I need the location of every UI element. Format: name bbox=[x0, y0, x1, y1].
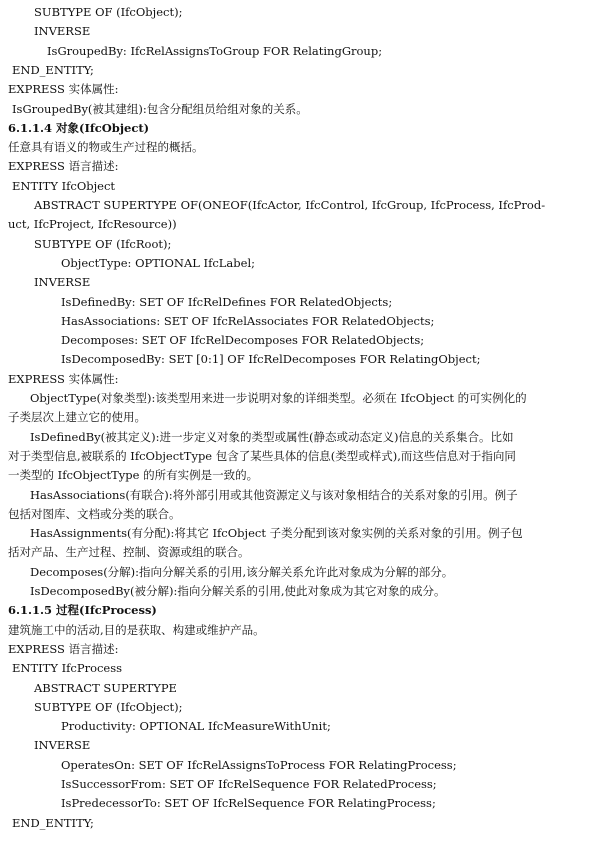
text-line: ObjectType(对象类型):该类型用来进一步说明对象的详细类型。必须在 IfcObject 的可实例化的 bbox=[30, 391, 527, 405]
text-line: ABSTRACT SUPERTYPE OF(ONEOF(IfcActor, IfcControl, IfcGroup, IfcProcess, IfcProd- bbox=[34, 198, 546, 212]
text-line: HasAssignments(有分配):将其它 IfcObject 子类分配到该对象实例的关系对象的引用。例子包 bbox=[30, 526, 523, 541]
text-line: HasAssociations: SET OF IfcRelAssociates FOR RelatedObjects; bbox=[61, 313, 435, 328]
text-line: 包括对图库、文档或分类的联合。 bbox=[8, 506, 181, 521]
text-line: uct, IfcProject, IfcResource)) bbox=[8, 217, 177, 232]
text-line: SUBTYPE OF (IfcRoot); bbox=[34, 236, 172, 251]
text-line: IsDefinedBy: SET OF IfcRelDefines FOR RelatedObjects; bbox=[61, 294, 393, 309]
text-line: SUBTYPE OF (IfcObject); bbox=[34, 5, 183, 19]
text-line: IsGroupedBy(被其建组):包含分配组员给组对象的关系。 bbox=[12, 101, 308, 116]
text-line: END_ENTITY; bbox=[12, 62, 94, 77]
text-line: IsDecomposedBy: SET [0:1] OF IfcRelDecomposes FOR RelatingObject; bbox=[61, 352, 481, 367]
text-line: ENTITY IfcObject bbox=[12, 178, 116, 193]
text-line: HasAssociations(有联合):将外部引用或其他资源定义与该对象相结合的关系对象的引用。例子 bbox=[30, 487, 518, 502]
text-line: ABSTRACT SUPERTYPE bbox=[34, 680, 177, 695]
text-line: 括对产品、生产过程、控制、资源或组的联合。 bbox=[8, 545, 250, 560]
text-line: INVERSE bbox=[34, 738, 91, 753]
text-line: ObjectType: OPTIONAL IfcLabel; bbox=[61, 255, 256, 270]
text-line: Decomposes: SET OF IfcRelDecomposes FOR RelatedObjects; bbox=[61, 333, 425, 348]
text-line: EXPRESS 语言描述: bbox=[8, 159, 119, 174]
text-line: INVERSE bbox=[34, 24, 91, 39]
text-line: SUBTYPE OF (IfcObject); bbox=[34, 699, 183, 714]
section-heading: 6.1.1.5 过程(IfcProcess) bbox=[8, 603, 157, 618]
text-line: Productivity: OPTIONAL IfcMeasureWithUnit; bbox=[61, 719, 331, 734]
text-line: END_ENTITY; bbox=[12, 815, 94, 830]
text-line: INVERSE bbox=[34, 275, 91, 290]
section-heading: 6.1.1.4 对象(IfcObject) bbox=[8, 120, 150, 135]
text-line: 对于类型信息,被联系的 IfcObjectType 包含了某些具体的信息(类型或样式),而这些信息对于指向同 bbox=[8, 448, 516, 463]
text-line: EXPRESS 实体属性: bbox=[8, 82, 119, 97]
text-line: IsDefinedBy(被其定义):进一步定义对象的类型或属性(静态或动态定义)信息的关系集合。比如 bbox=[30, 429, 514, 444]
text-line: IsSuccessorFrom: SET OF IfcRelSequence FOR RelatedProcess; bbox=[61, 777, 437, 791]
text-line: EXPRESS 语言描述: bbox=[8, 641, 119, 656]
text-line: 子类层次上建立它的使用。 bbox=[8, 410, 146, 425]
text-line: OperatesOn: SET OF IfcRelAssignsToProcess FOR RelatingProcess; bbox=[61, 757, 457, 772]
text-line: IsDecomposedBy(被分解):指向分解关系的引用,使此对象成为其它对象的成分。 bbox=[30, 584, 446, 598]
text-line: IsGroupedBy: IfcRelAssignsToGroup FOR RelatingGroup; bbox=[47, 43, 383, 58]
text-line: 一类型的 IfcObjectType 的所有实例是一致的。 bbox=[8, 468, 259, 483]
text-line: Decomposes(分解):指向分解关系的引用,该分解关系允许此对象成为分解的部分。 bbox=[30, 564, 454, 579]
text-line: 任意具有语义的物或生产过程的概括。 bbox=[8, 140, 204, 155]
text-line: EXPRESS 实体属性: bbox=[8, 371, 119, 386]
text-line: IsPredecessorTo: SET OF IfcRelSequence FOR RelatingProcess; bbox=[61, 796, 436, 811]
text-line: ENTITY IfcProcess bbox=[12, 661, 123, 676]
text-line: 建筑施工中的活动,目的是获取、构建或维护产品。 bbox=[8, 622, 265, 637]
